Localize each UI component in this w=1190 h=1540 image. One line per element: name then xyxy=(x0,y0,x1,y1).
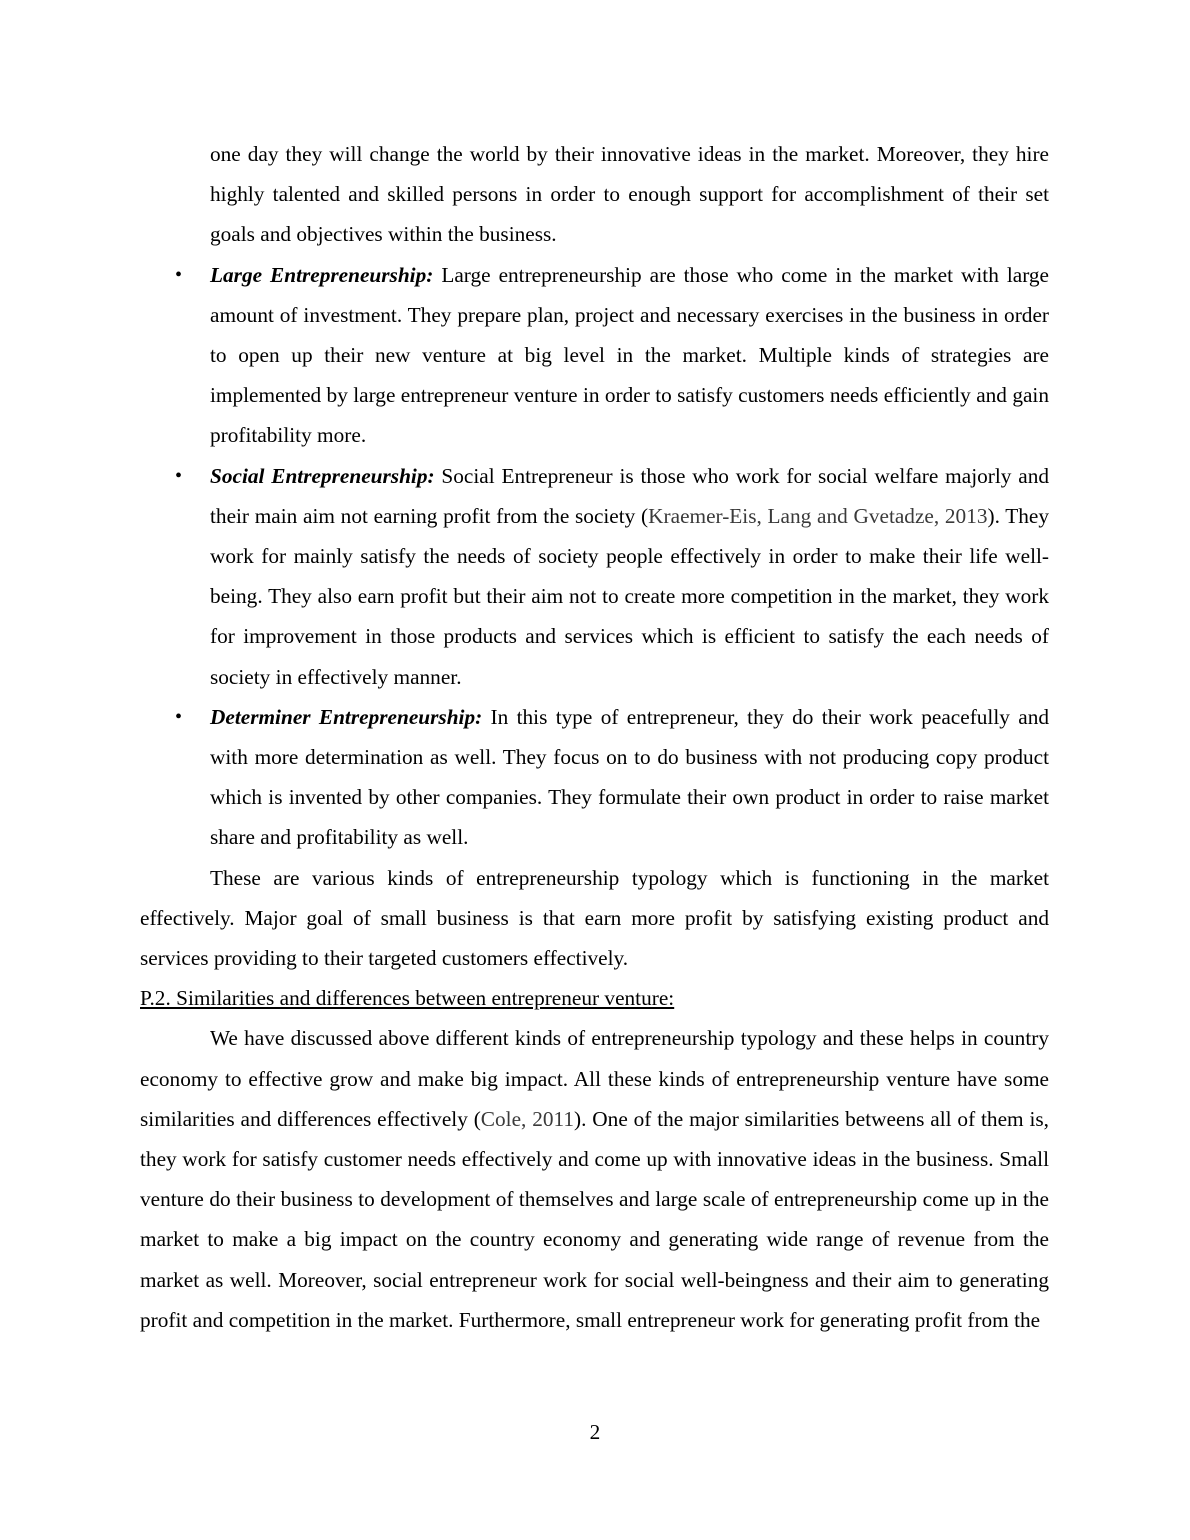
description-determiner-entrepreneurship: In this type of entrepreneur, they do their work peacefully and with more determination as well. They focus on to do business with not producing copy product which is invented by other companies. They formulate their own product in order to raise market share and profitability as well. xyxy=(210,704,1049,850)
continuation-paragraph: one day they will change the world by their innovative ideas in the market. Moreover, they hire highly talented and skilled persons in order to enough support for accomplishment of their set goals and objectives within the business. xyxy=(210,142,1049,247)
term-social-entrepreneurship: Social Entrepreneurship: xyxy=(210,463,435,488)
description-large-entrepreneurship: Large entrepreneurship are those who come in the market with large amount of investment. They prepare plan, project and necessary exercises in the business in order to open up their new venture at big level in the market. Multiple kinds of strategies are implemented by large entrepreneur venture in order to satisfy customers needs efficiently and gain profitability more. xyxy=(210,262,1049,448)
list-item-social-entrepreneurship xyxy=(140,456,1049,697)
summary-paragraph: These are various kinds of entrepreneurship typology which is functioning in the market effectively. Major goal of small business is that earn more profit by satisfying existing product and services providing to their targeted customers effectively. xyxy=(140,865,1049,971)
list-item-large-entrepreneurship xyxy=(140,255,1049,456)
term-determiner-entrepreneurship: Determiner Entrepreneurship: xyxy=(210,704,483,729)
page-content xyxy=(140,134,1049,1340)
section-text-start: We have discussed above different kinds of entrepreneurship typology and these helps in country economy to effective grow and make big impact. All these kinds of entrepreneurship venture have some similarities and differences effectively ( xyxy=(140,1026,1049,1131)
section-heading: P.2. Similarities and differences between entrepreneur venture: xyxy=(140,986,675,1011)
bullet-icon: • xyxy=(175,263,183,286)
section-text-end: ). One of the major similarities betweens all of them is, they work for satisfy customer needs effectively and come up with innovative ideas in the business. Small venture do their business to development of themselves and large scale of entrepreneurship come up in the market to make a big impact on the country economy and generating wide range of revenue from the market as well. Moreover, social entrepreneur work for social well-beingness and their aim to generating profit and competition in the market. Furthermore, small entrepreneur work for generating profit from the xyxy=(140,1106,1049,1332)
bullet-icon: • xyxy=(175,705,183,728)
section-paragraph xyxy=(140,1018,1049,1340)
list-item-determiner-entrepreneurship xyxy=(140,697,1049,858)
term-large-entrepreneurship: Large Entrepreneurship: xyxy=(210,262,434,287)
page-number: 2 xyxy=(589,1420,601,1444)
bullet-icon: • xyxy=(175,464,183,487)
entrepreneurship-types-list xyxy=(140,255,1049,858)
description-social-entrepreneurship-end: ). They work for mainly satisfy the needs of society people effectively in order to make their life well-being. They also earn profit but their aim not to create more competition in the market, they work for improvement in those products and services which is efficient to satisfy the each needs of society in effectively manner. xyxy=(210,503,1049,689)
citation-kraemer-eis: Kraemer-Eis, Lang and Gvetadze, 2013 xyxy=(648,503,988,528)
description-social-entrepreneurship-start: Social Entrepreneur is those who work for social welfare majorly and their main aim not earning profit from the society ( xyxy=(210,463,1049,528)
citation-cole: Cole, 2011 xyxy=(480,1106,575,1131)
